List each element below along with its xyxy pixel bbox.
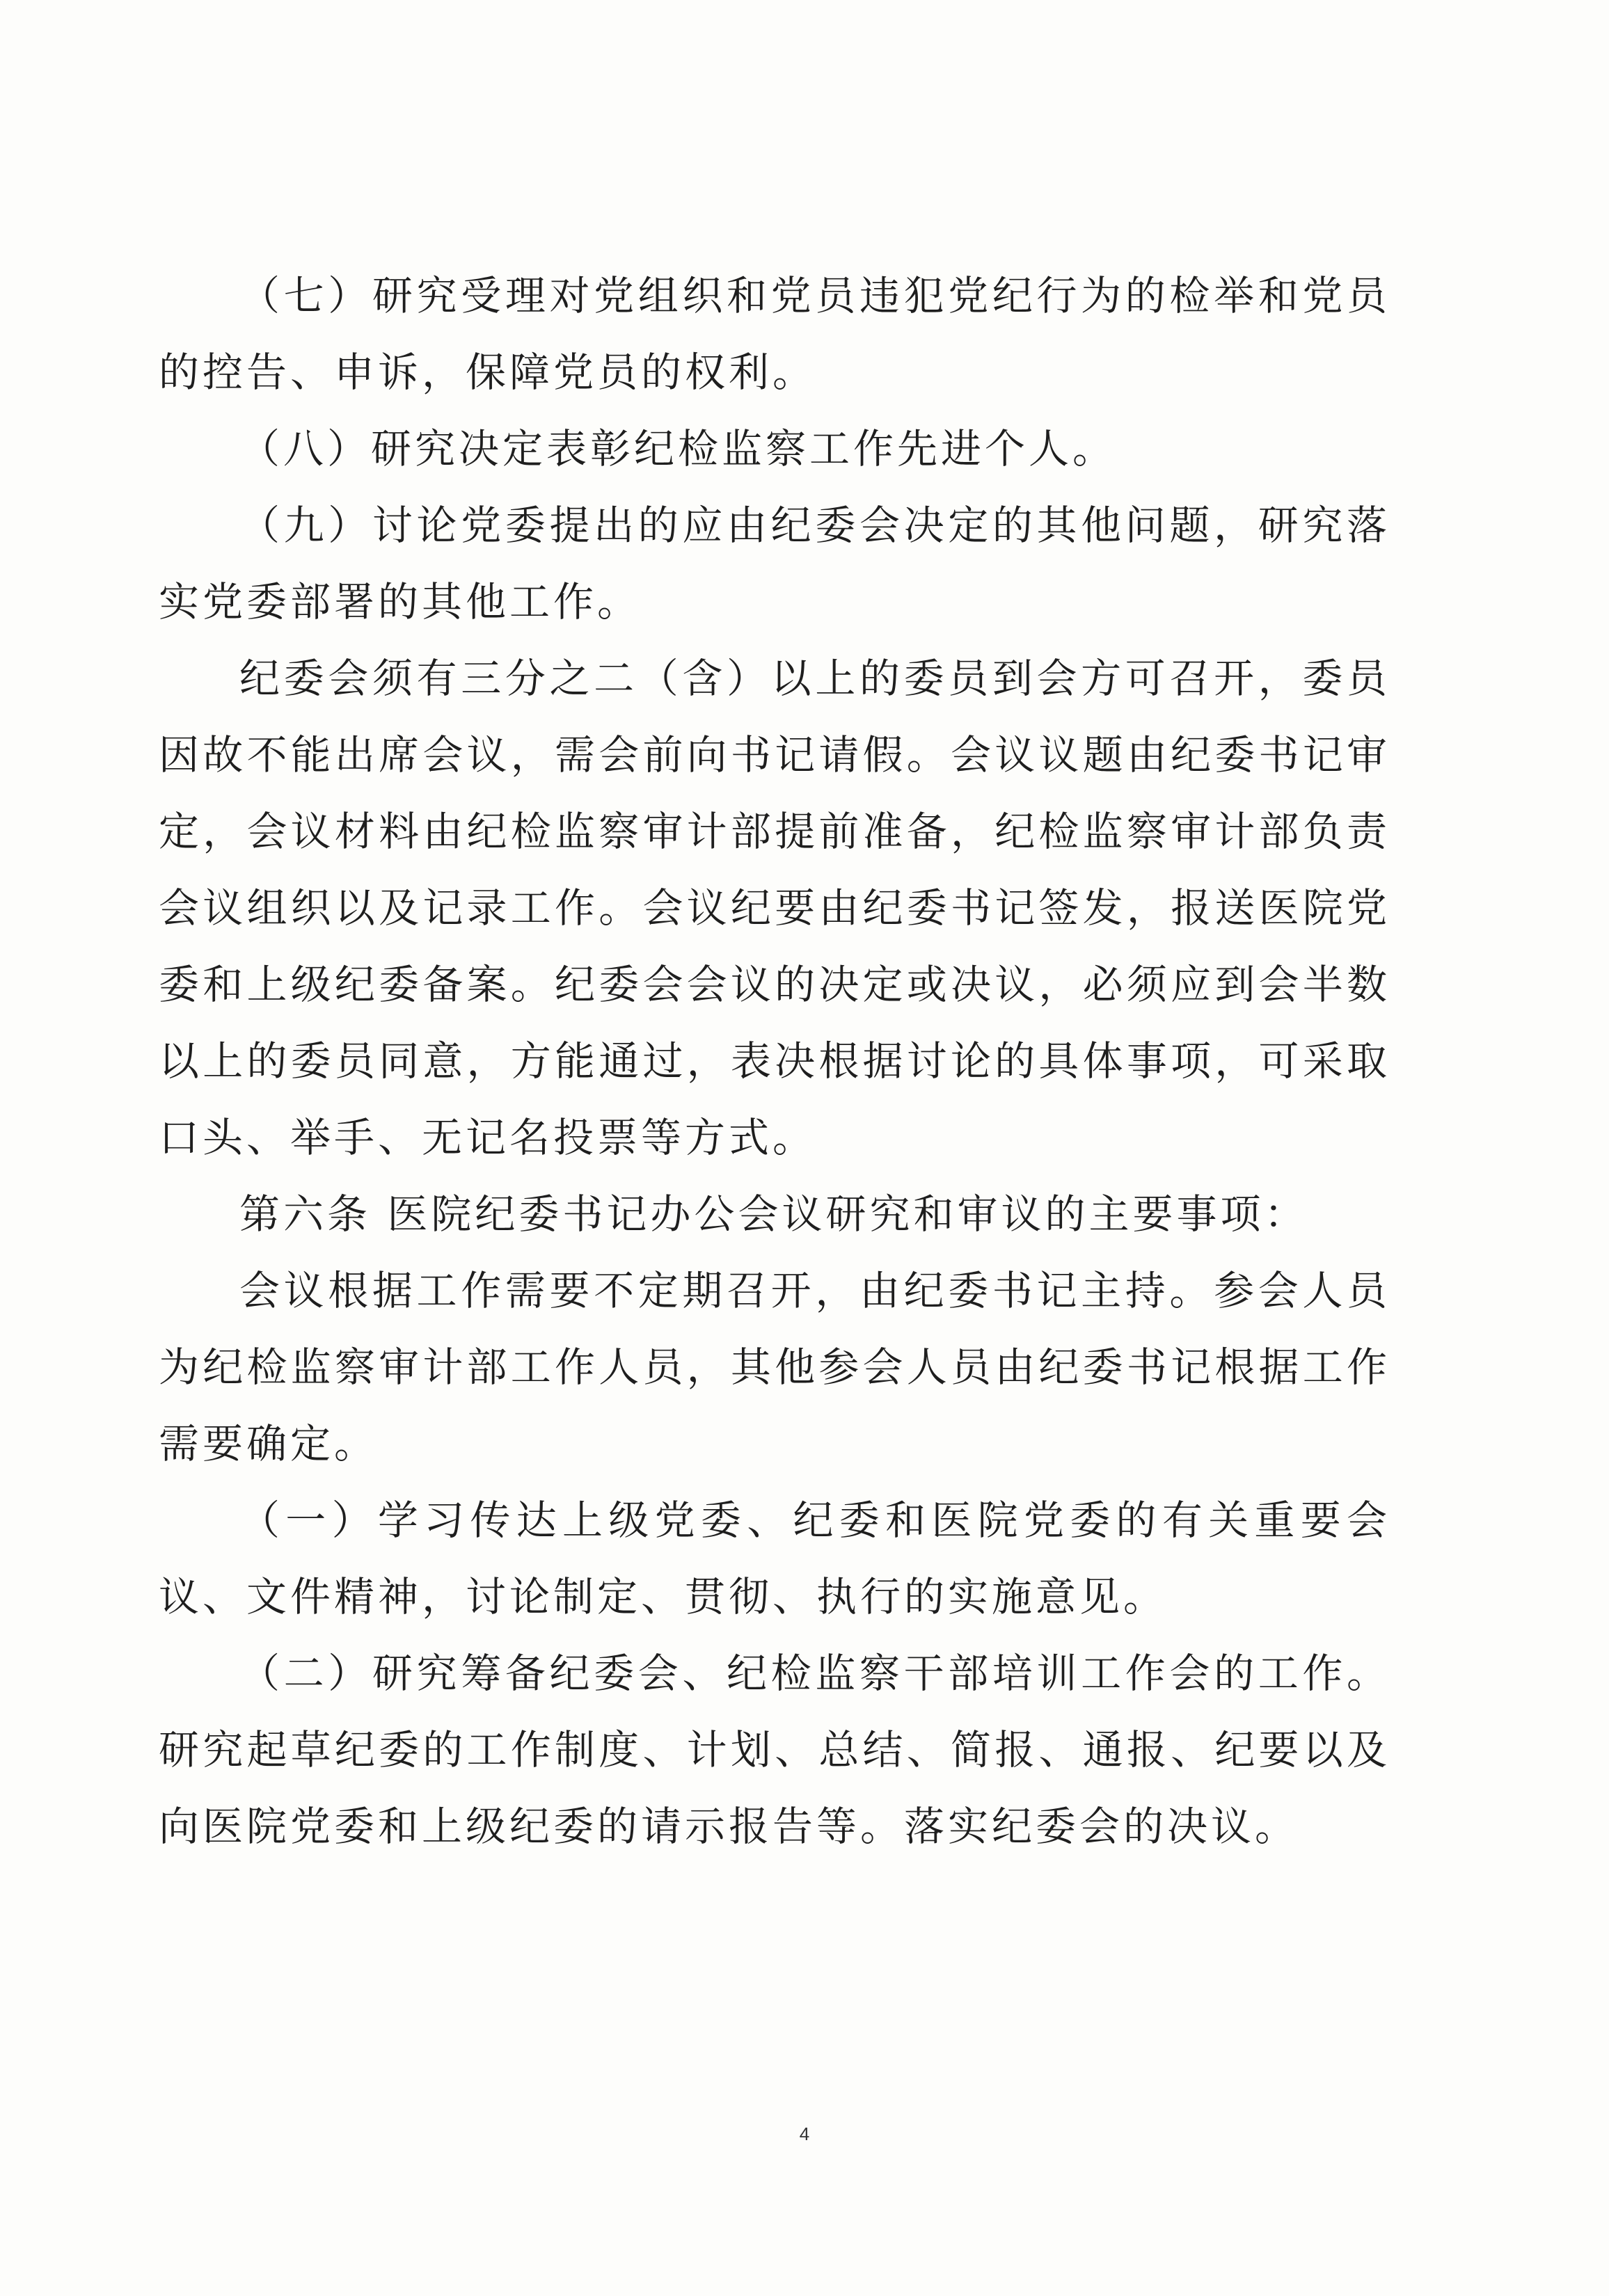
paragraph-item-7: （七）研究受理对党组织和党员违犯党纪行为的检举和党员的控告、申诉，保障党员的权利。 [159, 272, 1390, 396]
page-number: 4 [799, 2123, 810, 2144]
paragraph-item-9: （九）讨论党委提出的应由纪委会决定的其他问题，研究落实党委部署的其他工作。 [159, 502, 1390, 625]
paragraph-item-2: （二）研究筹备纪委会、纪检监察干部培训工作会的工作。研究起草纪委的工作制度、计划、总结、简报、通报、纪要以及向医院党委和上级纪委的请示报告等。落实纪委会的决议。 [159, 1650, 1390, 1850]
paragraph-item-8: （八）研究决定表彰纪检监察工作先进个人。 [239, 425, 1117, 472]
article-6-heading: 第六条 医院纪委书记办公会议研究和审议的主要事项： [239, 1190, 1308, 1238]
paragraph-item-1: （一）学习传达上级党委、纪委和医院党委的有关重要会议、文件精神，讨论制定、贯彻、执行的实施意见。 [159, 1497, 1390, 1620]
document-body [159, 257, 1390, 1865]
paragraph-office-meeting-rules: 会议根据工作需要不定期召开，由纪委书记主持。参会人员为纪检监察审计部工作人员，其他参会人员由纪委书记根据工作需要确定。 [159, 1267, 1390, 1467]
paragraph-committee-meeting-rules: 纪委会须有三分之二（含）以上的委员到会方可召开，委员因故不能出席会议，需会前向书记请假。会议议题由纪委书记审定，会议材料由纪检监察审计部提前准备，纪检监察审计部负责会议组织以及记录工作。会议纪要由纪委书记签发，报送医院党委和上级纪委备案。纪委会会议的决定或决议，必须应到会半数以上的委员同意，方能通过，表决根据讨论的具体事项，可采取口头、举手、无记名投票等方式。 [159, 655, 1390, 1161]
